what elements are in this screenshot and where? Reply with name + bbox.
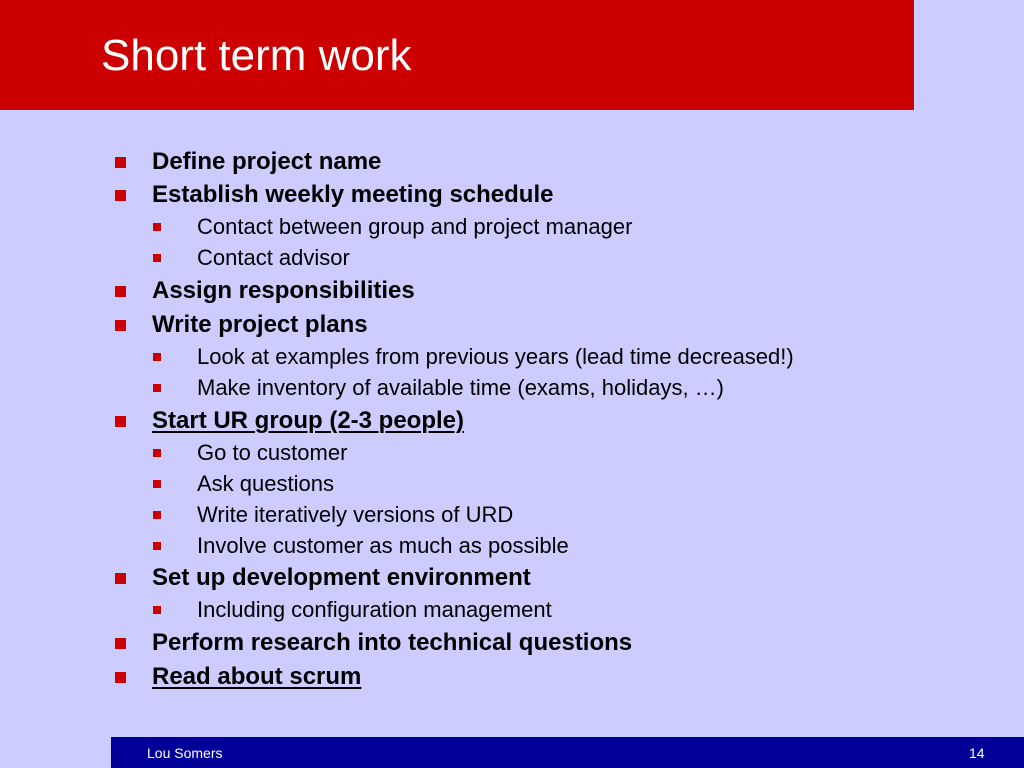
footer-bar [111,737,1024,768]
square-bullet-icon [115,320,126,331]
bullet-text[interactable]: Read about scrum [152,663,362,690]
sub-bullet-item-look-at-examples [197,344,794,370]
sub-bullet-item-configuration-management [197,597,552,623]
sub-bullet-item-contact-group-and-manager [197,214,632,240]
bullet-text: Contact between group and project manager [197,214,633,239]
bullet-text: Write project plans [152,311,368,338]
square-bullet-icon [153,353,161,361]
square-bullet-icon [153,449,161,457]
square-bullet-icon [153,606,161,614]
bullet-text: Involve customer as much as possible [197,533,569,558]
square-bullet-icon [115,286,126,297]
square-bullet-icon [153,511,161,519]
square-bullet-icon [153,480,161,488]
square-bullet-icon [153,384,161,392]
sub-bullet-item-ask-questions [197,471,334,497]
square-bullet-icon [115,638,126,649]
square-bullet-icon [153,223,161,231]
square-bullet-icon [153,254,161,262]
bullet-text: Make inventory of available time (exams, holidays, …) [197,375,724,400]
bullet-link-read-about-scrum[interactable] [152,663,361,691]
bullet-text: Establish weekly meeting schedule [152,181,554,208]
sub-bullet-item-make-inventory [197,375,724,401]
sub-bullet-item-write-urd [197,502,513,528]
square-bullet-icon [115,416,126,427]
bullet-item-assign-responsibilities [152,277,415,305]
bullet-link-start-ur-group[interactable] [152,407,464,435]
bullet-item-establish-weekly-meeting-schedule [152,181,553,209]
bullet-text: Look at examples from previous years (lead time decreased!) [197,344,794,369]
bullet-text: Assign responsibilities [152,277,415,304]
bullet-text: Define project name [152,148,382,175]
bullet-text: Contact advisor [197,245,350,270]
sub-bullet-item-involve-customer [197,533,569,559]
bullet-text: Ask questions [197,471,334,496]
bullet-text: Including configuration management [197,597,552,622]
square-bullet-icon [115,157,126,168]
bullet-item-perform-research [152,629,632,657]
square-bullet-icon [153,542,161,550]
footer-author: Lou Somers [147,745,223,761]
bullet-text: Go to customer [197,440,348,465]
bullet-text: Set up development environment [152,564,531,591]
bullet-item-define-project-name [152,148,381,176]
bullet-item-set-up-development-environment [152,564,531,592]
square-bullet-icon [115,573,126,584]
square-bullet-icon [115,672,126,683]
sub-bullet-item-contact-advisor [197,245,350,271]
sub-bullet-item-go-to-customer [197,440,347,466]
slide-title: Short term work [101,31,412,80]
page-number: 14 [969,745,985,761]
bullet-text: Perform research into technical questions [152,629,633,656]
square-bullet-icon [115,190,126,201]
bullet-text: Write iteratively versions of URD [197,502,514,527]
bullet-item-write-project-plans [152,311,368,339]
bullet-text[interactable]: Start UR group (2-3 people) [152,407,465,434]
